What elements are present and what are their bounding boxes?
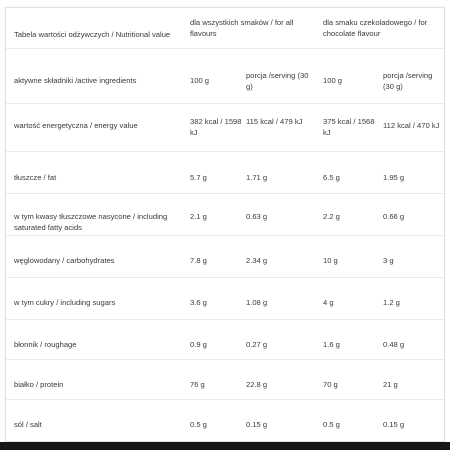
row-value-100g: 3.6 g: [190, 297, 207, 307]
row-label: sól / salt: [14, 419, 42, 429]
row-label: tłuszcze / fat: [14, 172, 57, 182]
row-label: aktywne składniki /active ingredients: [14, 75, 137, 85]
row-value-100g: 5.7 g: [190, 172, 207, 182]
row-value-choc-100g: 70 g: [323, 379, 338, 389]
row-value-serving: 0.27 g: [246, 339, 268, 349]
nutrition-table-container: [5, 7, 445, 442]
row-value-choc-100g: 6.5 g: [323, 172, 340, 182]
row-value-choc-serving: 1.95 g: [383, 172, 405, 182]
table-row: [6, 359, 444, 399]
header-label: Tabela wartości odżywczych / Nutritional value: [14, 30, 171, 39]
bottom-dark-bar: [0, 442, 450, 450]
row-label: wartość energetyczna / energy value: [14, 120, 138, 130]
row-value-serving: porcja /serving (30 g): [246, 70, 309, 91]
row-value-choc-100g: 4 g: [323, 297, 334, 307]
row-value-serving: 1.08 g: [246, 297, 268, 307]
header-chocolate-cell: [318, 8, 444, 48]
row-label: błonnik / roughage: [14, 339, 77, 349]
table-row: [6, 235, 444, 277]
table-row: [6, 319, 444, 359]
nutrition-table: [6, 8, 444, 439]
table-header-row: [6, 8, 444, 48]
row-value-100g: 2.1 g: [190, 211, 207, 221]
row-label: w tym kwasy tłuszczowe nasycone / including saturated fatty acids: [14, 211, 168, 232]
row-value-serving: 1.71 g: [246, 172, 268, 182]
row-value-100g: 382 kcal / 1598 kJ: [190, 116, 242, 137]
row-value-choc-serving: 0.15 g: [383, 419, 405, 429]
row-value-choc-serving: 112 kcal / 470 kJ: [383, 120, 440, 130]
row-value-choc-serving: 0.48 g: [383, 339, 405, 349]
row-value-choc-serving: 0.66 g: [383, 211, 405, 221]
row-value-choc-100g: 2.2 g: [323, 211, 340, 221]
row-value-serving: 2.34 g: [246, 255, 268, 265]
header-all-flavours: dla wszystkich smaków / for all flavours: [190, 18, 294, 38]
row-value-serving: 22.8 g: [246, 379, 268, 389]
row-value-choc-100g: 1.6 g: [323, 339, 340, 349]
header-chocolate: dla smaku czekoladowego / for chocolate flavour: [323, 18, 428, 38]
row-value-100g: 0.5 g: [190, 419, 207, 429]
header-all-flavours-cell: [186, 8, 318, 48]
header-label-cell: [6, 8, 186, 48]
row-value-choc-serving: porcja /serving (30 g): [383, 70, 433, 91]
row-value-100g: 0.9 g: [190, 339, 207, 349]
row-value-100g: 7.8 g: [190, 255, 207, 265]
row-value-choc-100g: 375 kcal / 1568 kJ: [323, 116, 375, 137]
table-row: [6, 103, 444, 151]
row-value-100g: 76 g: [190, 379, 205, 389]
row-value-serving: 0.15 g: [246, 419, 268, 429]
row-value-choc-100g: 10 g: [323, 255, 338, 265]
table-row: [6, 48, 444, 103]
row-value-100g: 100 g: [190, 75, 210, 85]
row-value-choc-serving: 3 g: [383, 255, 394, 265]
row-value-serving: 0.63 g: [246, 211, 268, 221]
row-value-serving: 115 kcal / 479 kJ: [246, 116, 303, 126]
table-row: [6, 193, 444, 235]
row-value-choc-serving: 21 g: [383, 379, 398, 389]
row-label: białko / protein: [14, 379, 64, 389]
row-value-choc-serving: 1.2 g: [383, 297, 400, 307]
row-value-choc-100g: 0.5 g: [323, 419, 340, 429]
table-row: [6, 399, 444, 439]
row-value-choc-100g: 100 g: [323, 75, 343, 85]
table-row: [6, 277, 444, 319]
row-label: węglowodany / carbohydrates: [14, 255, 115, 265]
table-row: [6, 151, 444, 193]
row-label: w tym cukry / including sugars: [14, 297, 116, 307]
